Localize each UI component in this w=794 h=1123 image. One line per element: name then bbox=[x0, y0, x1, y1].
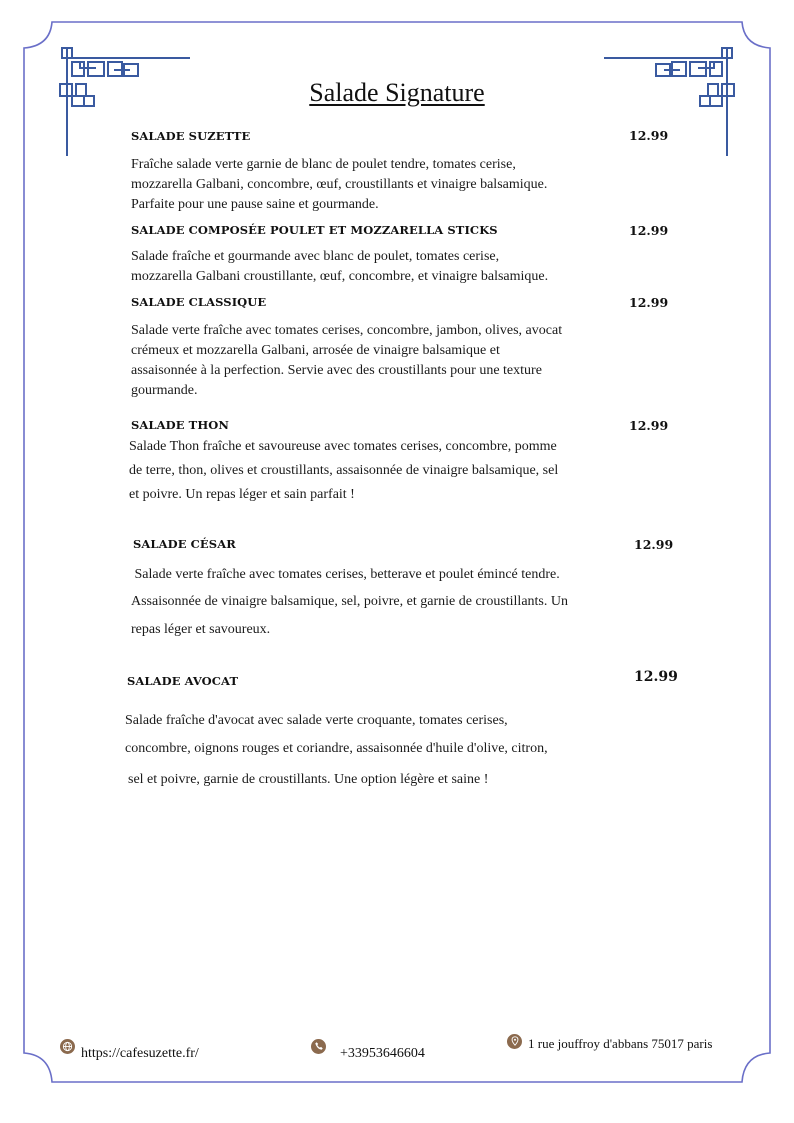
item-description bbox=[131, 561, 568, 644]
item-description bbox=[129, 435, 558, 507]
item-price: 12.99 bbox=[629, 128, 669, 143]
item-price: 12.99 bbox=[629, 295, 669, 310]
item-name: SALADE COMPOSÉE POULET ET MOZZARELLA STICKS bbox=[131, 223, 498, 237]
item-name: SALADE CLASSIQUE bbox=[131, 295, 267, 309]
description-line: Salade verte fraîche avec tomates cerises, betterave et poulet émincé tendre. bbox=[131, 567, 560, 582]
item-price: 12.99 bbox=[629, 223, 669, 238]
item-description bbox=[131, 247, 548, 287]
description-line: mozzarella Galbani croustillante, œuf, concombre, et vinaigre balsamique. bbox=[131, 269, 549, 284]
item-name: SALADE SUZETTE bbox=[131, 129, 251, 143]
item-price: 12.99 bbox=[629, 418, 669, 433]
description-line: Fraîche salade verte garnie de blanc de poulet tendre, tomates cerise, bbox=[131, 157, 516, 172]
globe-icon bbox=[60, 1039, 75, 1054]
item-description bbox=[125, 707, 548, 797]
description-line: Salade fraîche d'avocat avec salade verte croquante, tomates cerises, bbox=[125, 713, 508, 728]
phone-icon bbox=[311, 1039, 326, 1054]
phone-number[interactable]: +33953646604 bbox=[340, 1046, 425, 1061]
item-name: SALADE CÉSAR bbox=[133, 537, 236, 551]
footer-phone[interactable] bbox=[311, 1030, 425, 1062]
item-price: 12.99 bbox=[634, 669, 678, 685]
website-link[interactable]: https://cafesuzette.fr/ bbox=[81, 1046, 199, 1061]
description-line: Salade Thon fraîche et savoureuse avec tomates cerises, concombre, pomme bbox=[129, 439, 557, 454]
footer-website[interactable] bbox=[60, 1030, 199, 1062]
description-line: et poivre. Un repas léger et sain parfait ! bbox=[129, 487, 355, 502]
address-text: 1 rue jouffroy d'abbans 75017 paris bbox=[528, 1036, 713, 1051]
footer-address bbox=[507, 1030, 712, 1052]
item-description bbox=[131, 321, 562, 401]
item-name: SALADE THON bbox=[131, 418, 230, 432]
description-line: mozzarella Galbani, concombre, œuf, croustillants et vinaigre balsamique. bbox=[131, 177, 548, 192]
description-line: crémeux et mozzarella Galbani, arrosée de vinaigre balsamique et bbox=[131, 343, 500, 358]
description-line: de terre, thon, olives et croustillants, assaisonnée de vinaigre balsamique, sel bbox=[129, 463, 559, 478]
description-line: concombre, oignons rouges et coriandre, assaisonnée d'huile d'olive, citron, bbox=[125, 741, 548, 756]
description-line: gourmande. bbox=[131, 383, 198, 398]
description-line: Salade fraîche et gourmande avec blanc de poulet, tomates cerise, bbox=[131, 249, 500, 264]
item-name: SALADE AVOCAT bbox=[127, 674, 239, 688]
description-line: Parfaite pour une pause saine et gourmande. bbox=[131, 197, 379, 212]
description-line: Assaisonnée de vinaigre balsamique, sel, poivre, et garnie de croustillants. Un bbox=[131, 594, 568, 609]
menu-title: Salade Signature bbox=[309, 78, 485, 107]
item-price: 12.99 bbox=[634, 537, 674, 552]
description-line: Salade verte fraîche avec tomates cerises, concombre, jambon, olives, avocat bbox=[131, 323, 563, 338]
description-line: repas léger et savoureux. bbox=[131, 622, 271, 637]
item-description bbox=[131, 155, 547, 215]
description-line: assaisonnée à la perfection. Servie avec des croustillants pour une texture bbox=[131, 363, 542, 378]
description-line: sel et poivre, garnie de croustillants. Une option légère et saine ! bbox=[128, 772, 489, 787]
location-pin-icon bbox=[507, 1034, 522, 1049]
